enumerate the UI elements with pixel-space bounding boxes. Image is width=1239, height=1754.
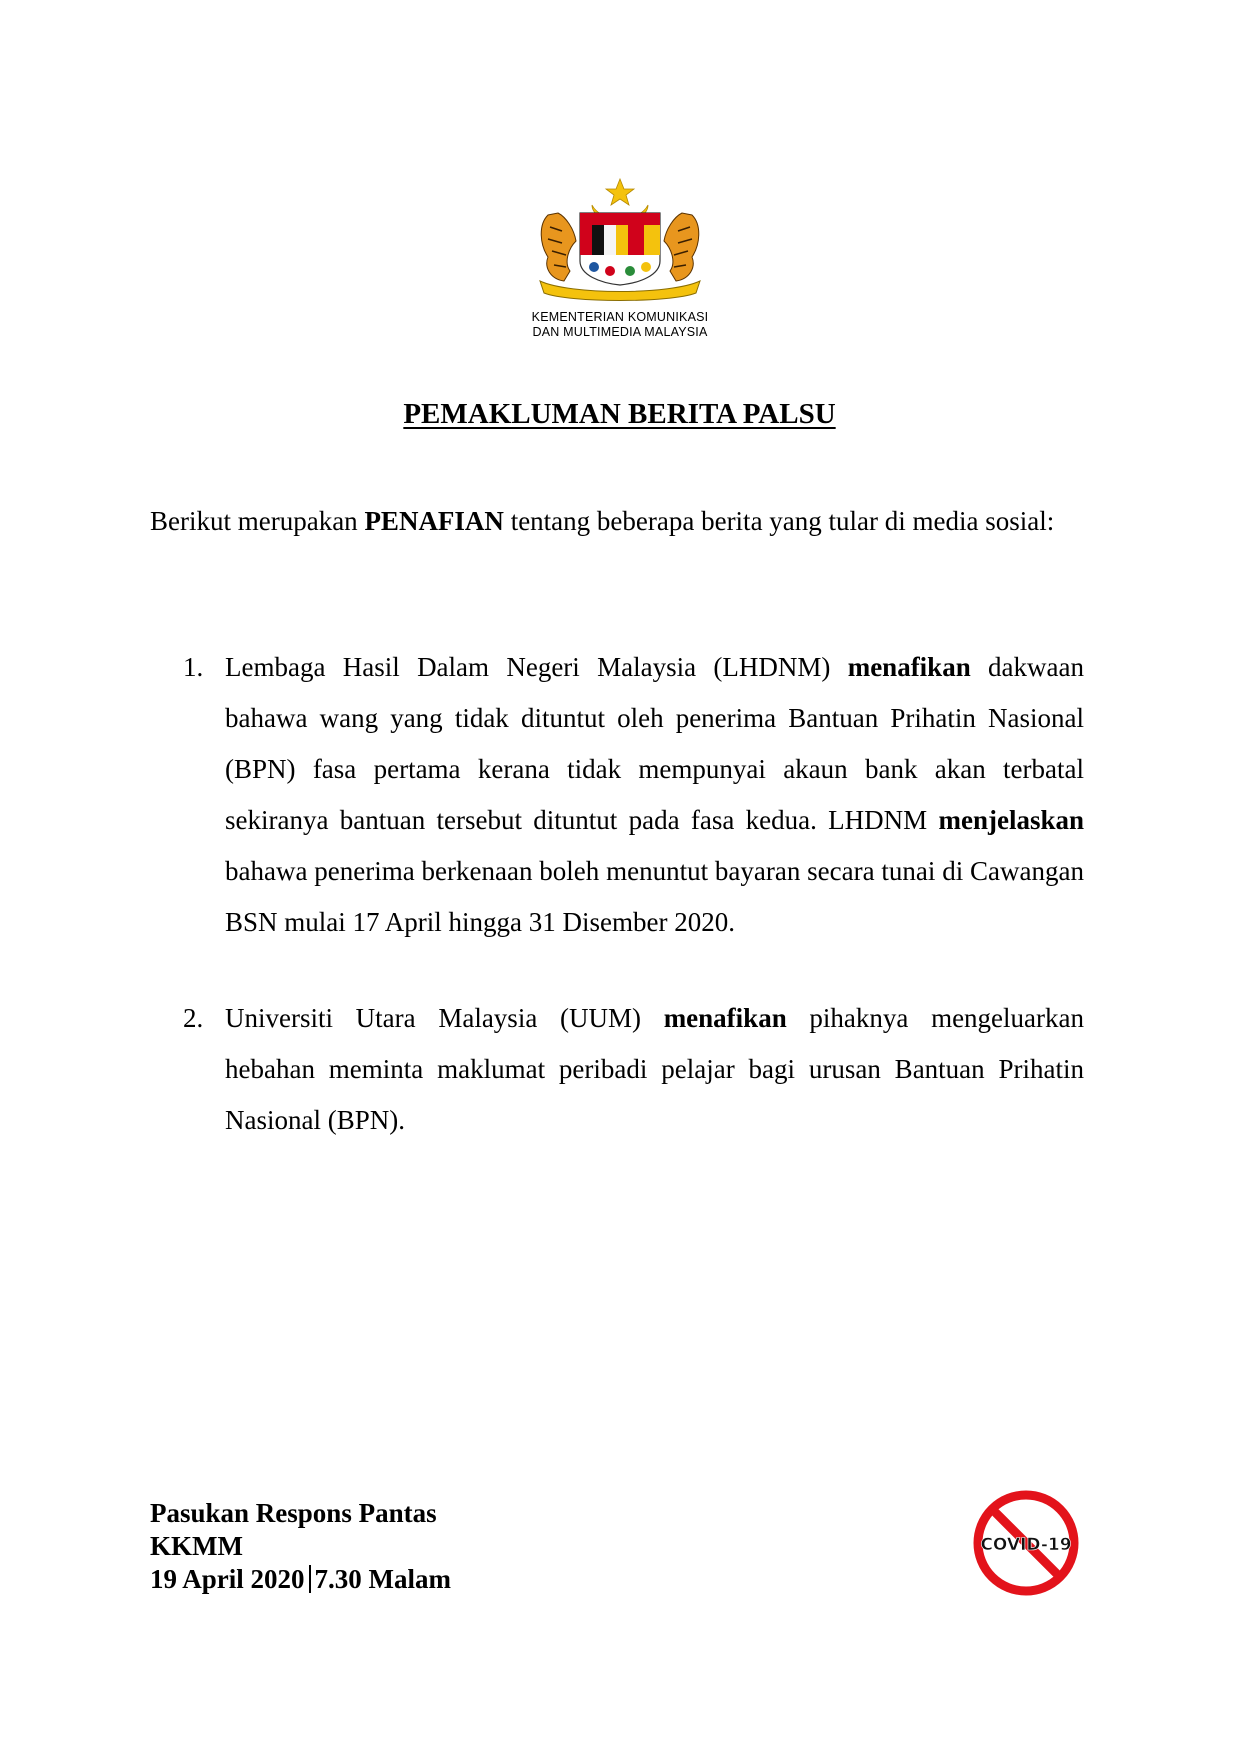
separator-bar	[309, 1565, 311, 1593]
list-item-number: 1.	[183, 652, 204, 682]
signature-block	[150, 1497, 451, 1596]
badge-text: COVID-19	[980, 1535, 1072, 1555]
ministry-name	[500, 310, 740, 340]
document-title-text: PEMAKLUMAN BERITA PALSU	[403, 398, 836, 430]
item-text-pre: Universiti Utara Malaysia (UUM)	[225, 1003, 664, 1033]
item-emphasis: menafikan	[663, 1003, 787, 1033]
intro-emphasis: PENAFIAN	[364, 506, 504, 536]
item-emphasis: menafikan	[847, 652, 971, 682]
signature-datetime	[150, 1563, 451, 1596]
item-text-pre: Lembaga Hasil Dalam Negeri Malaysia (LHDNM)	[225, 652, 848, 682]
signature-date: 19 April 2020	[150, 1564, 305, 1594]
signature-org: KKMM	[150, 1531, 243, 1561]
list-item	[150, 993, 1084, 1146]
signature-team: Pasukan Respons Pantas	[150, 1498, 437, 1528]
ministry-name-line-1: KEMENTERIAN KOMUNIKASI	[531, 310, 709, 324]
item-text-post: bahawa penerima berkenaan boleh menuntut bayaran secara tunai di Cawangan BSN mulai 17 April hingga 31 Disember 2020.	[225, 856, 1084, 937]
intro-paragraph	[150, 497, 1084, 546]
item-text-post: pihaknya mengeluarkan hebahan meminta maklumat peribadi pelajar bagi urusan Bantuan Prihatin Nasional (BPN).	[225, 1003, 1085, 1135]
list-item	[150, 642, 1084, 948]
list-item-text	[225, 642, 1084, 948]
document-title	[0, 398, 1239, 431]
signature-time: 7.30 Malam	[314, 1564, 451, 1594]
intro-text-pre: Berikut merupakan	[150, 506, 365, 536]
list-item-number: 2.	[183, 1003, 204, 1033]
intro-text-post: tentang beberapa berita yang tular di media sosial:	[503, 506, 1055, 536]
item-emphasis: menjelaskan	[938, 805, 1084, 835]
list-item-text	[225, 993, 1084, 1146]
no-covid-19-icon	[970, 1488, 1082, 1598]
ministry-name-line-2: DAN MULTIMEDIA MALAYSIA	[532, 325, 708, 339]
item-text-mid: dakwaan bahawa wang yang tidak dituntut oleh penerima Bantuan Prihatin Nasional (BPN) fasa pertama kerana tidak mempunyai akaun bank akan terbatal sekiranya bantuan tersebut dituntut pada fasa kedua. LHDNM	[225, 652, 1084, 835]
malaysia-coat-of-arms-logo	[530, 175, 710, 305]
